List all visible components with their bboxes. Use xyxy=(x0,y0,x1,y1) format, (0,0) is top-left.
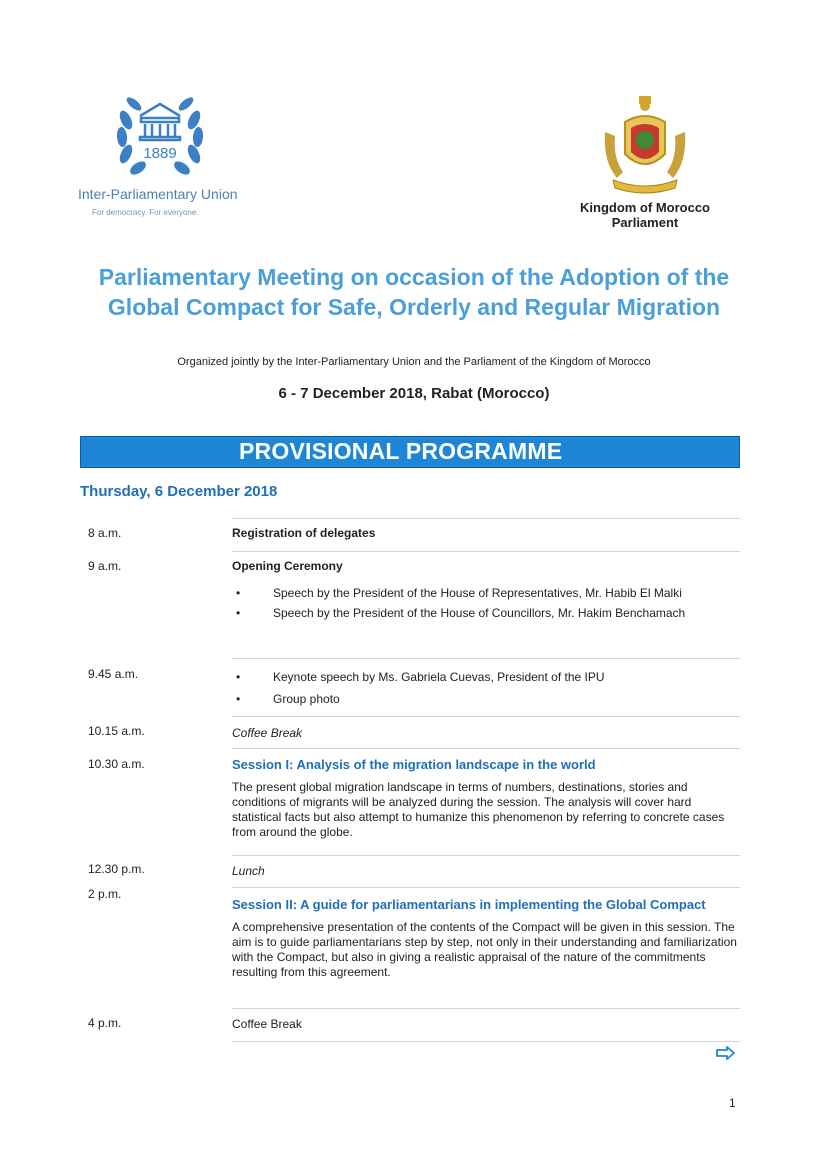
row-content xyxy=(232,897,740,980)
row-label: Coffee Break xyxy=(232,726,303,740)
row-heading: Registration of delegates xyxy=(232,526,376,540)
session-description: The present global migration landscape in terms of numbers, destinations, stories and conditions of migrants will be analyzed during the session. The analysis will cover hard statistical facts but also attempt to humanize this phenomenon by referring to concrete cases from around the globe. xyxy=(232,780,725,839)
row-time: 10.15 a.m. xyxy=(88,724,145,738)
morocco-kingdom-label: Kingdom of Morocco xyxy=(580,200,710,215)
session-title: Session II: A guide for parliamentarians in implementing the Global Compact xyxy=(232,897,706,912)
row-heading: Opening Ceremony xyxy=(232,559,343,573)
row-separator xyxy=(232,658,740,659)
ipu-name: Inter-Parliamentary Union xyxy=(78,186,238,202)
row-time: 8 a.m. xyxy=(88,526,122,540)
day-heading: Thursday, 6 December 2018 xyxy=(80,483,278,500)
meeting-dates: 6 - 7 December 2018, Rabat (Morocco) xyxy=(278,385,550,402)
ipu-tagline: For democracy. For everyone. xyxy=(92,208,199,217)
row-separator xyxy=(232,748,740,749)
bullet-item: • Speech by the President of the House of Representatives, Mr. Habib El Malki xyxy=(232,586,740,601)
programme-banner xyxy=(80,436,740,468)
row-separator xyxy=(232,887,740,888)
row-time: 4 p.m. xyxy=(88,1016,122,1030)
row-separator xyxy=(232,518,740,519)
row-separator xyxy=(232,551,740,552)
row-content xyxy=(232,757,740,840)
row-separator xyxy=(232,855,740,856)
meeting-title: Parliamentary Meeting on occasion of the Adoption of the Global Compact for Safe, Orderly and Regular Migration xyxy=(98,264,730,320)
session-description: A comprehensive presentation of the contents of the Compact will be given in this session. The aim is to guide parliamentarians step by step, not only in their understanding and familiarization with the Compact, but also in giving a realistic appraisal of the nature of the commitments resulting from this agreement. xyxy=(232,920,737,979)
bullet-item: • Speech by the President of the House of Councillors, Mr. Hakim Benchamach xyxy=(232,606,740,621)
row-content xyxy=(232,670,740,707)
row-time: 10.30 a.m. xyxy=(88,757,145,771)
row-label: Coffee Break xyxy=(232,1017,302,1031)
page-number: 1 xyxy=(729,1096,736,1110)
row-separator xyxy=(232,1008,740,1009)
row-time: 12.30 p.m. xyxy=(88,862,145,876)
session-title: Session I: Analysis of the migration landscape in the world xyxy=(232,757,596,772)
ipu-year: 1889 xyxy=(143,145,177,162)
row-label: Lunch xyxy=(232,864,265,878)
row-time: 2 p.m. xyxy=(88,887,122,901)
morocco-parliament-logo xyxy=(560,92,730,230)
right-arrow-icon[interactable] xyxy=(716,1044,736,1065)
row-separator xyxy=(232,716,740,717)
organizers-line: Organized jointly by the Inter-Parliamentary Union and the Parliament of the Kingdom of Morocco xyxy=(177,356,651,368)
bullet-item: • Group photo xyxy=(232,692,740,707)
row-separator xyxy=(232,1041,740,1042)
morocco-parliament-label: Parliament xyxy=(611,215,679,230)
bullet-item: • Keynote speech by Ms. Gabriela Cuevas, President of the IPU xyxy=(232,670,740,685)
programme-banner-label: PROVISIONAL PROGRAMME xyxy=(239,438,563,464)
ipu-emblem-icon xyxy=(110,82,210,182)
row-time: 9.45 a.m. xyxy=(88,667,139,681)
row-content xyxy=(232,559,740,621)
coat-of-arms-icon xyxy=(595,92,695,198)
row-time: 9 a.m. xyxy=(88,559,122,573)
